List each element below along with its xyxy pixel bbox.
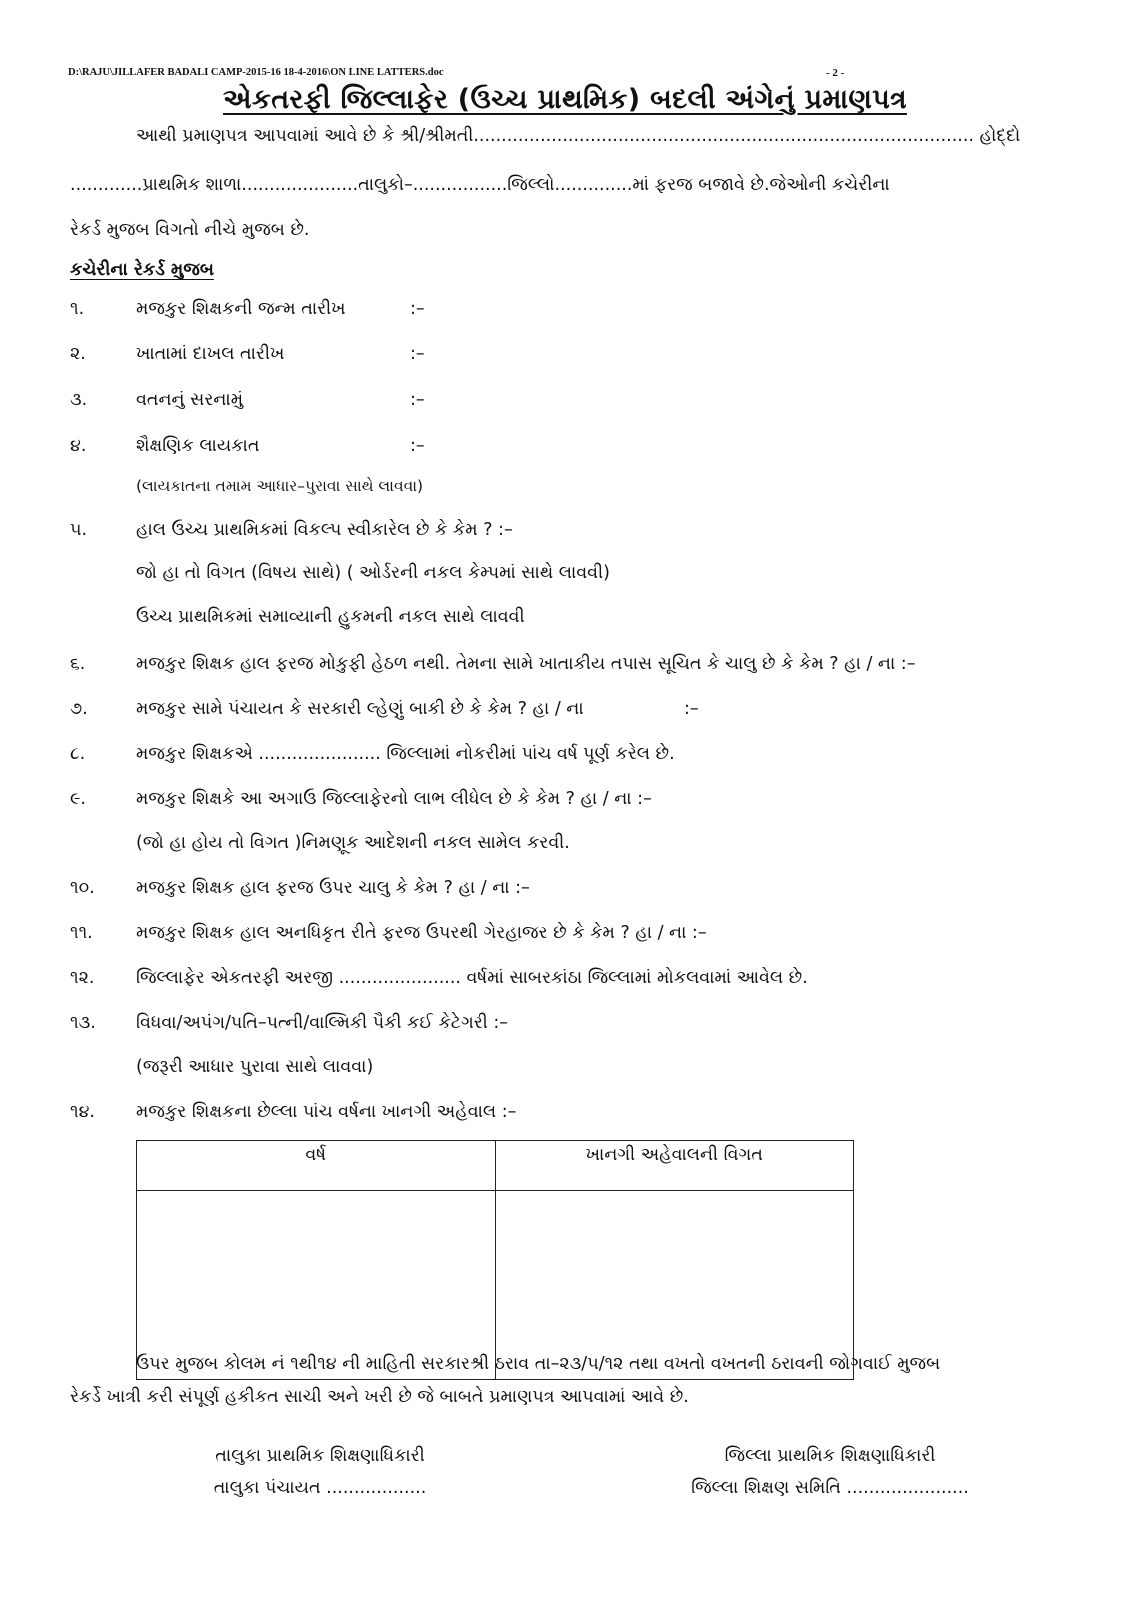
year-cell[interactable]: [137, 1191, 496, 1380]
item-colon: :–: [684, 699, 699, 719]
item-text: વતનનું સરનામું: [136, 390, 244, 410]
report-detail-column-header: ખાનગી અહેવાલની વિગત: [495, 1141, 854, 1191]
confidential-report-table: [136, 1140, 854, 1380]
item-colon: :–: [410, 299, 425, 319]
item-text: મજકુર શિક્ષક હાલ અનધિકૃત રીતે ફરજ ઉપરથી ગેરહાજર છે કે કેમ ? હા / ના :–: [136, 923, 707, 943]
item-number: ૧૨.: [70, 968, 95, 988]
district-officer-title: જિલ્લા પ્રાથમિક શિક્ષણાધિકારી: [724, 1446, 936, 1466]
item-number: ૪.: [70, 436, 87, 456]
intro-line-1: આથી પ્રમાણપત્ર આપવામાં આવે છે કે શ્રી/શ્રીમતી.......................................................................................... હોદ્દો: [136, 126, 1021, 146]
item-text: મજકુર સામે પંચાયત કે સરકારી લ્હેણું બાકી છે કે કેમ ? હા / ના: [136, 699, 584, 719]
item-colon: :–: [410, 436, 425, 456]
table-header-row: [137, 1141, 854, 1191]
closing-line-1: ઉપર મુજબ કોલમ નં ૧થી૧૪ ની માહિતી સરકારશ્રી ઠરાવ તા–૨૩/૫/૧૨ તથા વખતો વખતની ઠરાવની જોગવાઈ મુજબ: [136, 1354, 941, 1374]
item-text: મજકુર શિક્ષકના છેલ્લા પાંચ વર્ષના ખાનગી અહેવાલ :–: [136, 1102, 517, 1122]
item-number: ૩.: [70, 390, 88, 410]
item-text: મજકુર શિક્ષકની જન્મ તારીખ: [136, 299, 346, 319]
item-text: હાલ ઉચ્ચ પ્રાથમિકમાં વિકલ્પ સ્વીકારેલ છે કે કેમ ? :–: [136, 520, 513, 540]
item-number: ૯.: [70, 789, 86, 809]
item-text: મજકુર શિક્ષક હાલ ફરજ મોકુફી હેઠળ નથી. તેમના સામે ખાતાકીય તપાસ સૂચિત કે ચાલુ છે કે કેમ ? હા / ના :–: [136, 654, 916, 674]
item-number: ૧૦.: [70, 878, 95, 898]
taluka-panchayat-line: તાલુકા પંચાયત ..................: [213, 1478, 427, 1498]
item-colon: :–: [410, 390, 425, 410]
intro-line-2: .............પ્રાથમિક શાળા.....................તાલુકો–.................જિલ્લો..............માં ફરજ બજાવે છે.જેઓની કચેરીના: [70, 175, 890, 195]
item-text: શૈક્ષણિક લાયકાત: [136, 436, 260, 456]
taluka-officer-title: તાલુકા પ્રાથમિક શિક્ષણાધિકારી: [215, 1446, 425, 1466]
district-committee-line: જિલ્લા શિક્ષણ સમિતિ ......................: [691, 1478, 969, 1498]
intro-line-3: રેકર્ડ મુજબ વિગતો નીચે મુજબ છે.: [70, 220, 310, 240]
item-text: જિલ્લાફેર એકતરફી અરજી ...................... વર્ષમાં સાબરકાંઠા જિલ્લામાં મોકલવામાં આવેલ છે.: [136, 968, 808, 988]
item-text: મજકુર શિક્ષકએ ...................... જિલ્લામાં નોકરીમાં પાંચ વર્ષ પૂર્ણ કરેલ છે.: [136, 744, 675, 764]
item-number: ૧૪.: [70, 1102, 95, 1122]
item-colon: :–: [410, 344, 425, 364]
item-text: મજકુર શિક્ષક હાલ ફરજ ઉપર ચાલુ કે કેમ ? હા / ના :–: [136, 878, 530, 898]
year-column-header: વર્ષ: [137, 1141, 496, 1191]
item-number: ૨.: [70, 344, 86, 364]
item-number: ૫.: [70, 520, 88, 540]
item-number: ૧૧.: [70, 923, 93, 943]
file-path-header: D:\RAJU\JILLAFER BADALI CAMP-2015-16 18-4-2016\ON LINE LATTERS.doc: [68, 67, 444, 78]
item-text: ખાતામાં દાખલ તારીખ: [136, 344, 285, 364]
item-number: ૧૩.: [70, 1013, 96, 1033]
item-5-note-2: ઉચ્ચ પ્રાથમિકમાં સમાવ્યાની હુકમની નકલ સાથે લાવવી: [136, 607, 525, 627]
item-5-note-1: જો હા તો વિગત (વિષય સાથે) ( ઓર્ડરની નકલ કેમ્પમાં સાથે લાવવી): [136, 563, 610, 583]
item-4-note: (લાયકાતના તમામ આધાર–પુરાવા સાથે લાવવા): [136, 477, 424, 495]
item-number: ૭.: [70, 699, 88, 719]
table-row: [137, 1191, 854, 1380]
item-9-note: (જો હા હોય તો વિગત )નિમણૂક આદેશની નકલ સામેલ કરવી.: [136, 833, 570, 853]
section-heading: કચેરીના રેકર્ડ મુજબ: [70, 260, 214, 280]
page-number: - 2 -: [826, 67, 845, 79]
closing-line-2: રેકર્ડે ખાત્રી કરી સંપૂર્ણ હકીકત સાચી અને ખરી છે જે બાબતે પ્રમાણપત્ર આપવામાં આવે છે.: [70, 1387, 689, 1407]
item-number: ૬.: [70, 654, 86, 674]
item-13-note: (જરૂરી આધાર પુરાવા સાથે લાવવા): [136, 1057, 374, 1077]
item-number: ૮.: [70, 744, 86, 764]
item-text: મજકુર શિક્ષકે આ અગાઉ જિલ્લાફેરનો લાભ લીધેલ છે કે કેમ ? હા / ના :–: [136, 789, 652, 809]
item-text: વિધવા/અપંગ/પતિ–પત્ની/વાલ્મિકી પૈકી કઈ કેટેગરી :–: [136, 1013, 509, 1033]
report-detail-cell[interactable]: [495, 1191, 854, 1380]
page-title: એકતરફી જિલ્લાફેર (ઉચ્ચ પ્રાથમિક) બદલી અંગેનું પ્રમાણપત્ર: [223, 84, 907, 115]
item-number: ૧.: [70, 299, 85, 319]
